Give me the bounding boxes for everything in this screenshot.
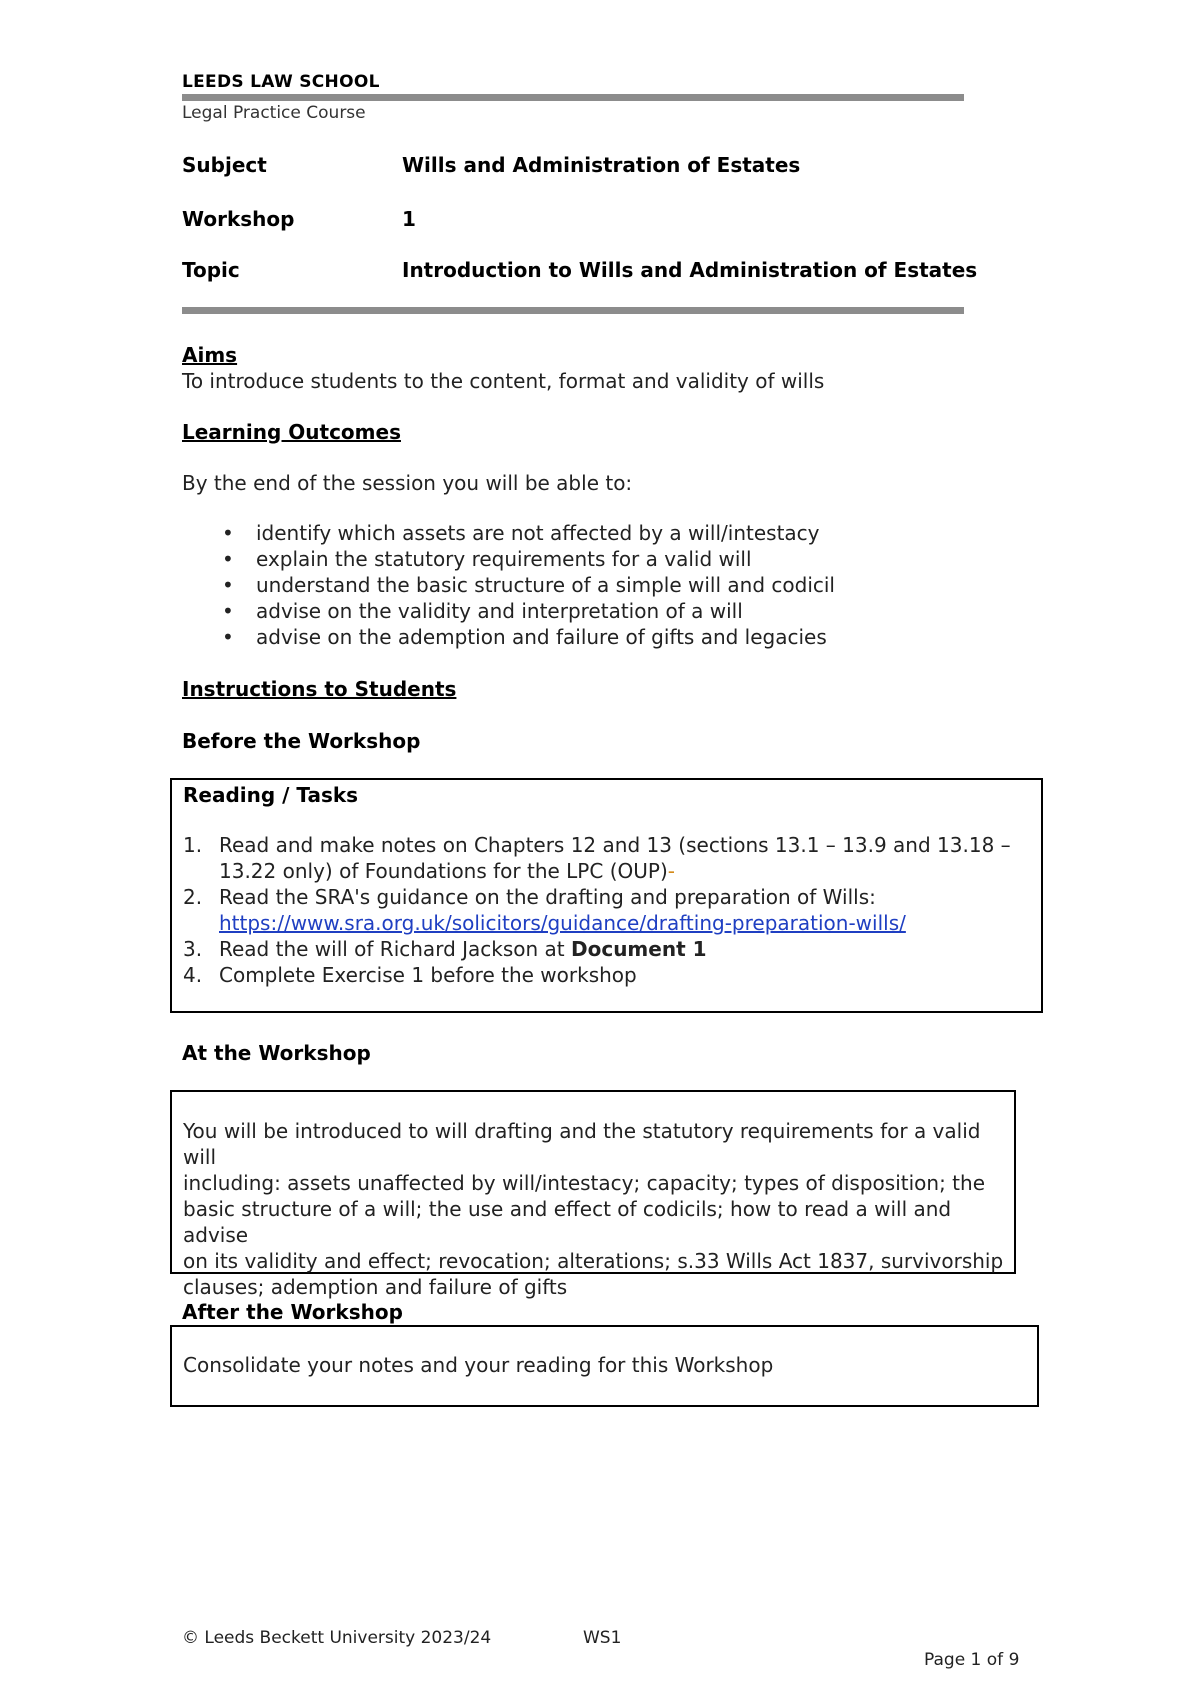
after-workshop-heading: After the Workshop [182,1300,403,1324]
header-rule-bottom [182,307,964,314]
topic-value: Introduction to Wills and Administration of Estates [402,258,978,282]
page-number: Page 1 of 9 [924,1650,1020,1670]
aims-text: To introduce students to the content, format and validity of wills [182,369,825,393]
before-workshop-heading: Before the Workshop [182,729,421,753]
bullet-icon: • [222,521,234,545]
workshop-label: Workshop [182,207,295,231]
learning-outcomes-heading: Learning Outcomes [182,420,401,444]
bullet-icon: • [222,599,234,623]
topic-label: Topic [182,258,240,282]
school-name: LEEDS LAW SCHOOL [182,72,380,92]
revision-mark: - [667,859,675,883]
list-item: • advise on the validity and interpretation of a will [222,599,743,623]
workshop-value: 1 [402,207,416,231]
list-item: • understand the basic structure of a simple will and codicil [222,573,835,597]
document-code: WS1 [583,1628,622,1648]
subject-value: Wills and Administration of Estates [402,153,801,177]
outcomes-list [182,520,835,650]
at-workshop-text: You will be introduced to will drafting and the statutory requirements for a valid will including: assets unaffected by will/intestacy; capacity; types of disposition; the basic structure of a will; the use and effect of codicils; how to read a will and advise on its validity and effect; revocation; alterations; s.33 Wills Act 1837, survivorship clauses; ademption and failure of gifts [183,1119,1004,1299]
aims-heading: Aims [182,343,238,367]
instructions-heading: Instructions to Students [182,677,457,701]
copyright-text: © Leeds Beckett University 2023/24 [182,1628,492,1648]
reading-tasks-box [170,778,1043,1013]
bullet-icon: • [222,547,234,571]
at-workshop-heading: At the Workshop [182,1041,371,1065]
list-item: • advise on the ademption and failure of gifts and legacies [222,625,827,649]
tasks-list: 1. Read and make notes on Chapters 12 and 13 (sections 13.1 – 13.9 and 13.18 – 13.22 only) of Foundations for the LPC (OUP)- 2. Read the SRA's guidance on the drafting and preparation of Wills: https://www.sra.org.uk/solicitors/guidance/drafting-preparation-wills/ 3. Read the will of Richard Jackson at Document 1 4. Complete Exercise 1 before the workshop [183,833,1011,987]
header-rule-top [182,94,964,101]
at-workshop-box [170,1090,1016,1299]
subject-label: Subject [182,153,267,177]
outcomes-intro: By the end of the session you will be able to: [182,471,633,495]
after-workshop-text: Consolidate your notes and your reading for this Workshop [183,1353,774,1377]
reading-tasks-heading: Reading / Tasks [183,783,359,807]
bullet-icon: • [222,625,234,649]
document-reference: Document 1 [571,937,707,961]
sra-guidance-link[interactable]: https://www.sra.org.uk/solicitors/guidance/drafting-preparation-wills/ [219,911,906,935]
after-workshop-box [170,1325,1039,1407]
list-item: • identify which assets are not affected by a will/intestacy [222,521,820,545]
list-item: • explain the statutory requirements for a valid will [222,547,752,571]
bullet-icon: • [222,573,234,597]
course-name: Legal Practice Course [182,103,366,123]
